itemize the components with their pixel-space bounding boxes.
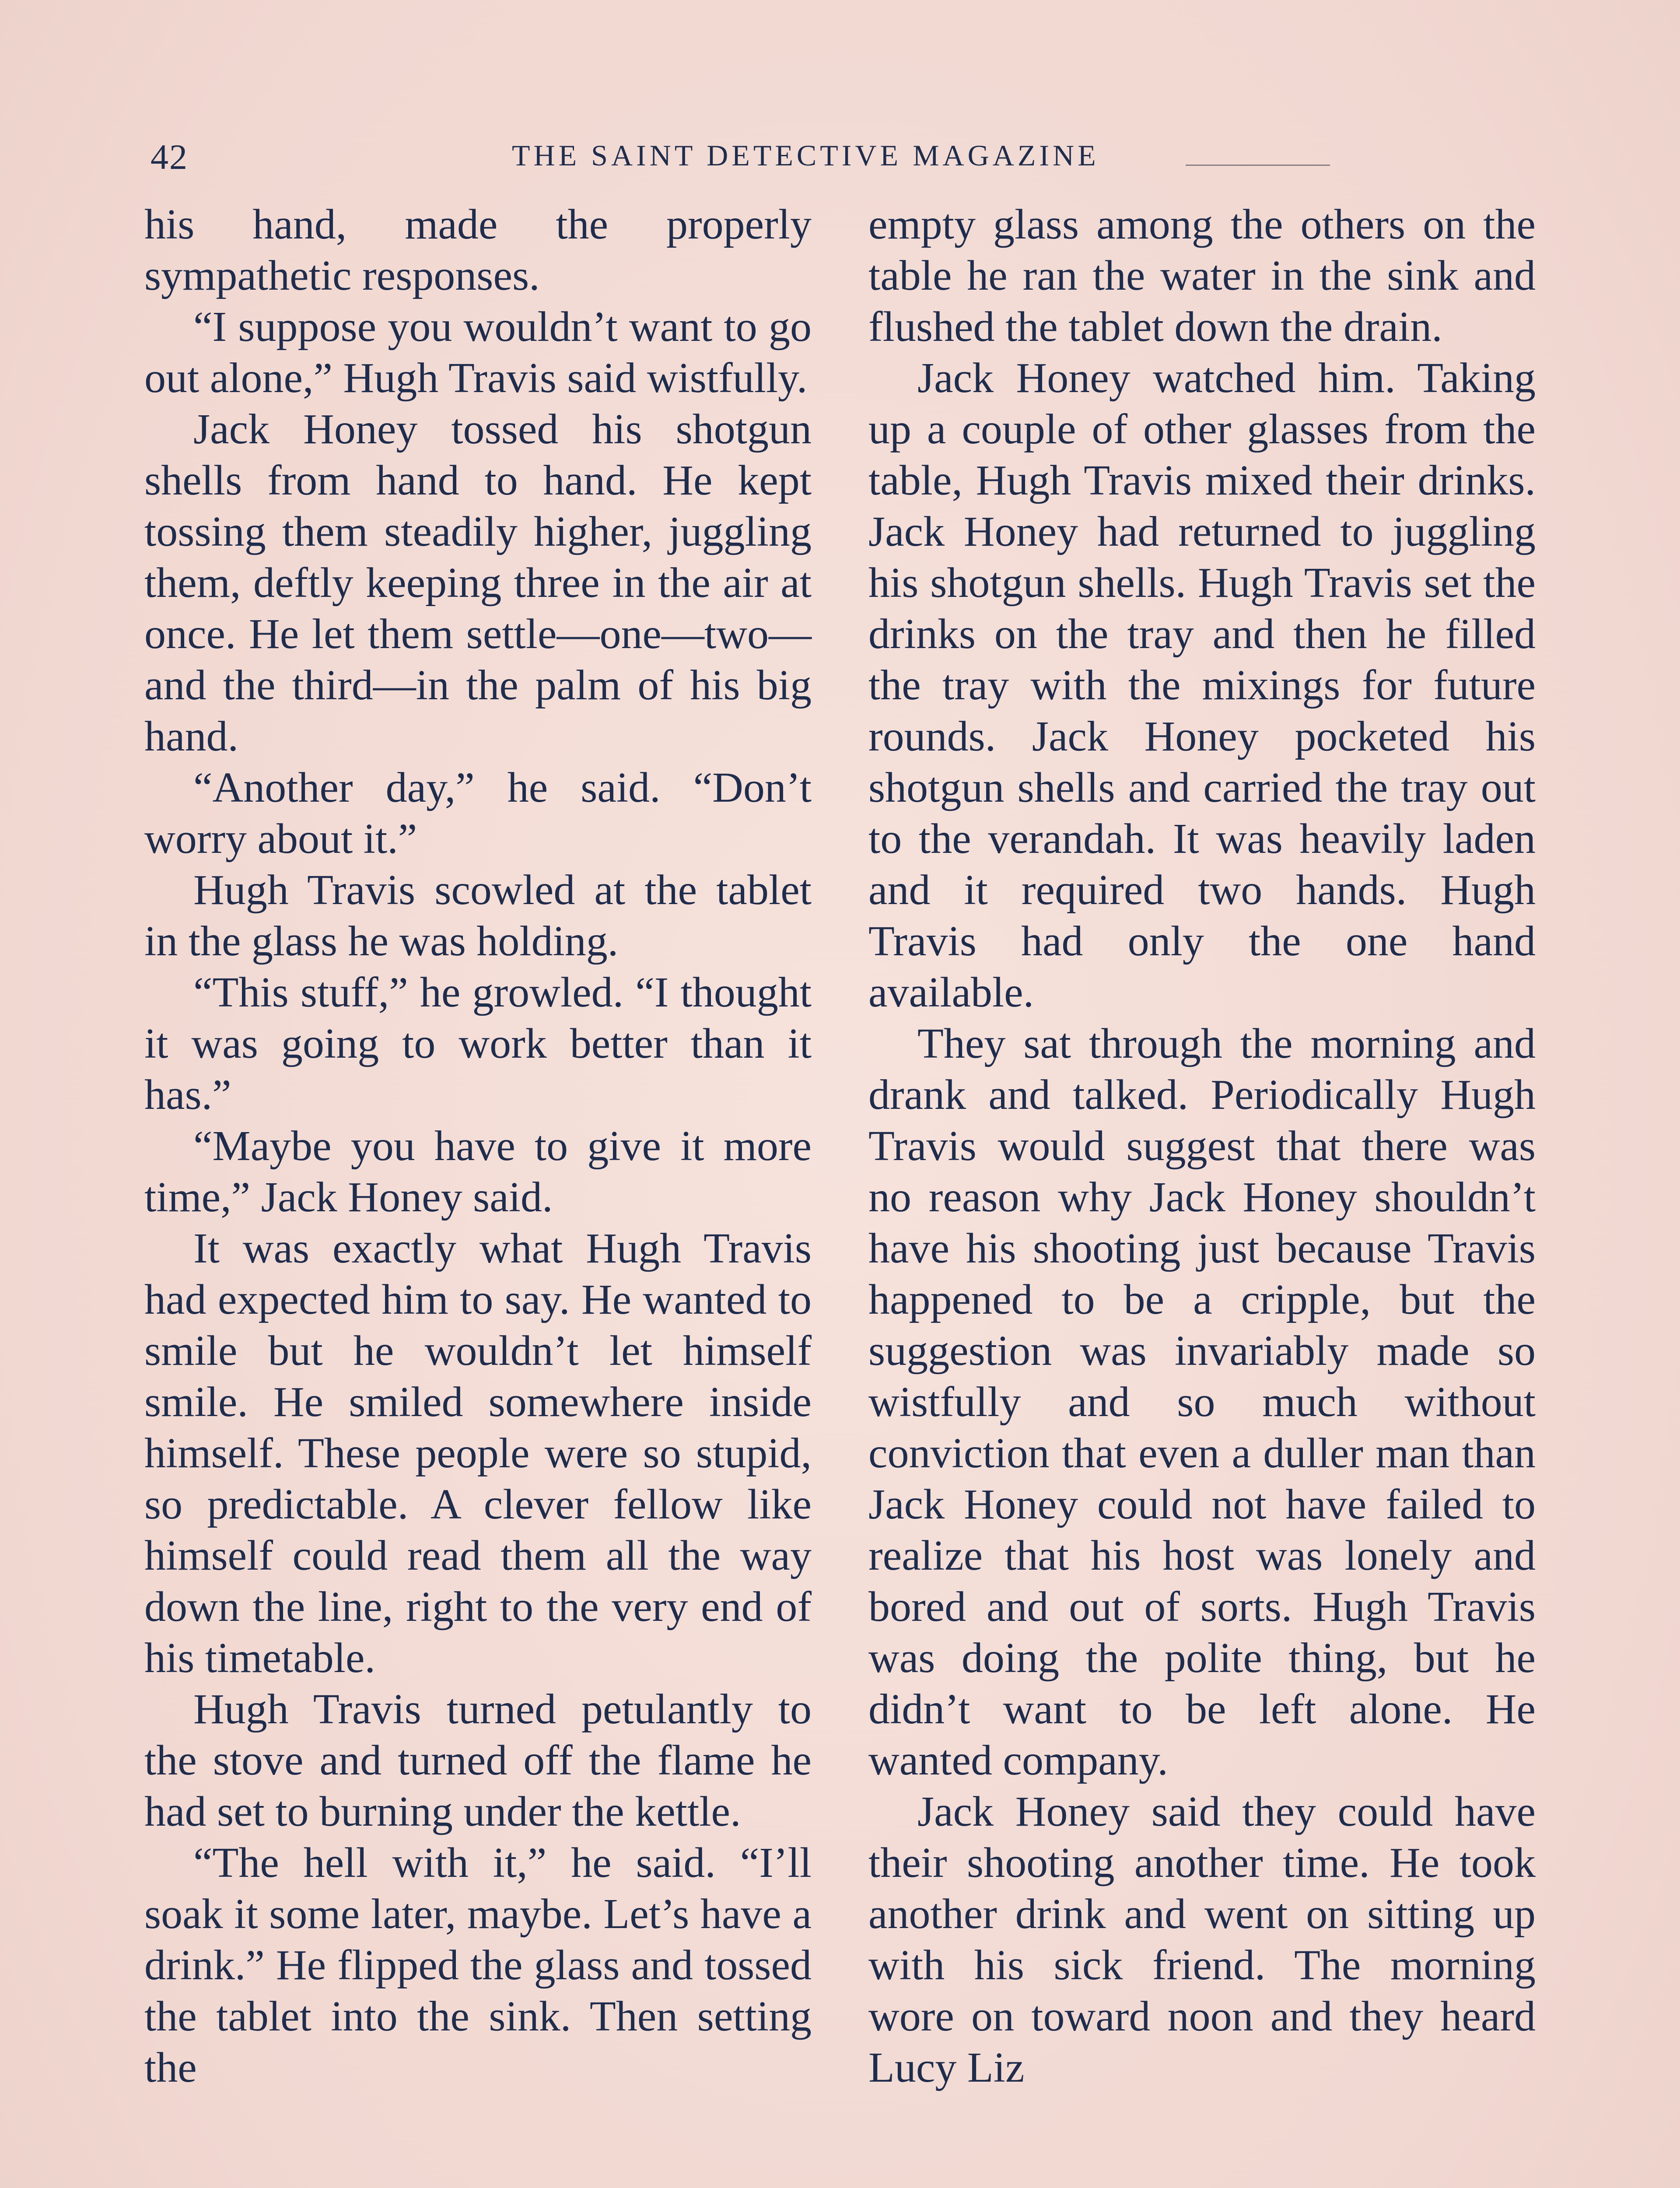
paragraph: “Maybe you have to give it more time,” Jack Honey said. — [144, 1122, 812, 1221]
paragraph: Jack Honey watched him. Taking up a couple of other glasses from the table, Hugh Travis mixed their drinks. Jack Honey had returned to juggling his shotgun shells. Hugh Travis set the drinks on the tray and then he filled the tray with the mixings for future rounds. Jack Honey pocketed his shotgun shells and carried the tray out to the verandah. It was heavily laden and it required two hands. Hugh Travis had only the one hand available. — [868, 354, 1536, 1016]
paragraph: Hugh Travis scowled at the tablet in the glass he was holding. — [144, 866, 812, 965]
page-header — [144, 131, 1544, 184]
paragraph: “I suppose you wouldn’t want to go out alone,” Hugh Travis said wistfully. — [144, 303, 812, 402]
paragraph: Jack Honey said they could have their shooting another time. He took another drink and went on sitting up with his sick friend. The morning wore on toward noon and they heard Lucy Liz — [868, 1788, 1536, 2091]
running-head: THE SAINT DETECTIVE MAGAZINE — [512, 139, 1099, 172]
paragraph: Jack Honey tossed his shotgun shells from hand to hand. He kept tossing them steadily higher, juggling them, deftly keeping three in the air at once. He let them settle—one—two—and the third—in the palm of his big hand. — [144, 406, 812, 760]
paragraph: Hugh Travis turned petulantly to the stove and turned off the flame he had set to burning under the kettle. — [144, 1686, 812, 1835]
paragraph: empty glass among the others on the table he ran the water in the sink and flushed the tablet down the drain. — [868, 201, 1536, 351]
left-column — [144, 199, 812, 2093]
paragraph: They sat through the morning and drank and talked. Periodically Hugh Travis would suggest that there was no reason why Jack Honey shouldn’t have his shooting just because Travis happened to be a cripple, but the suggestion was invariably made so wistfully and so much without conviction that even a duller man than Jack Honey could not have failed to realize that his host was lonely and bored and out of sorts. Hugh Travis was doing the polite thing, but he didn’t want to be left alone. He wanted company. — [868, 1020, 1536, 1784]
paragraph: It was exactly what Hugh Travis had expected him to say. He wanted to smile but he wouldn’t let himself smile. He smiled somewhere inside himself. These people were so stupid, so predictable. A clever fellow like himself could read them all the way down the line, right to the very end of his timetable. — [144, 1225, 812, 1682]
paragraph: “This stuff,” he growled. “I thought it was going to work better than it has.” — [144, 969, 812, 1119]
header-rule — [1186, 165, 1330, 166]
paragraph: his hand, made the properly sympathetic responses. — [144, 201, 812, 299]
paragraph: “The hell with it,” he said. “I’ll soak it some later, maybe. Let’s have a drink.” He flipped the glass and tossed the tablet into the sink. Then setting the — [144, 1839, 812, 2091]
paragraph: “Another day,” he said. “Don’t worry about it.” — [144, 764, 812, 863]
right-column — [868, 199, 1536, 2093]
page-number: 42 — [150, 137, 188, 177]
